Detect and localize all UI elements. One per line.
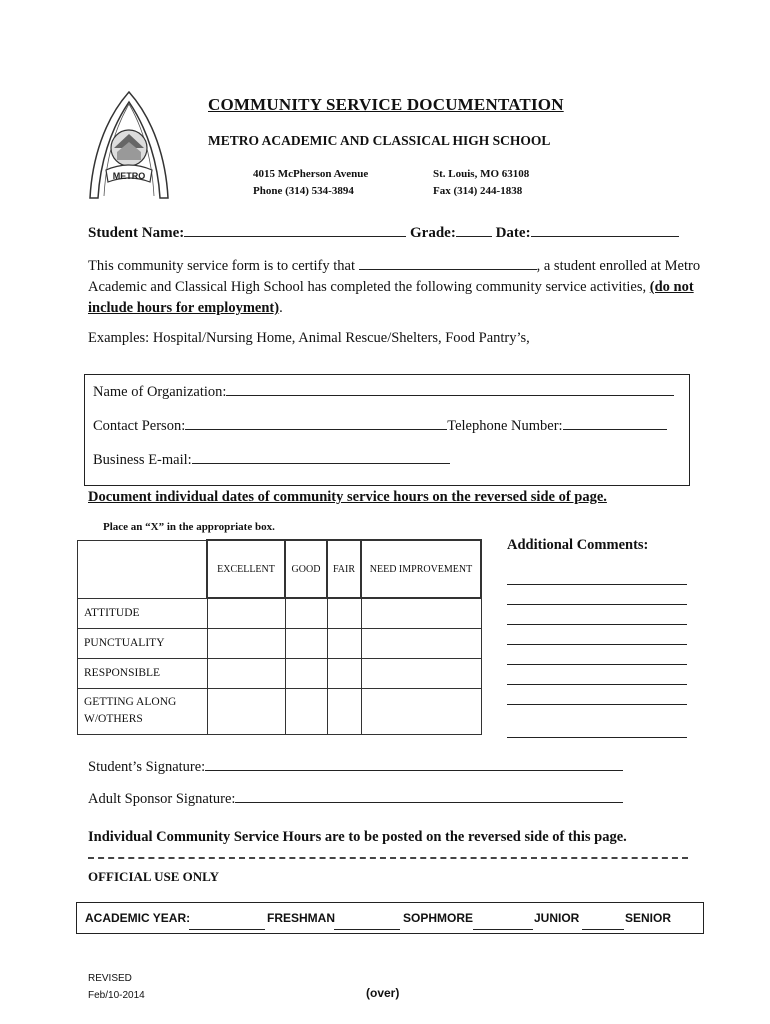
- row-punctuality: PUNCTUALITY: [78, 628, 208, 658]
- junior-field[interactable]: [582, 917, 624, 930]
- sponsor-signature-row: Adult Sponsor Signature:: [88, 790, 623, 808]
- comment-line[interactable]: [507, 604, 687, 605]
- school-logo: [84, 90, 174, 200]
- organization-name-field[interactable]: [226, 383, 674, 396]
- logo-text: METRO: [112, 171, 146, 181]
- rating-cell[interactable]: [327, 628, 361, 658]
- row-getting-along: GETTING ALONG W/OTHERS: [78, 688, 208, 734]
- date-field[interactable]: [531, 224, 679, 237]
- comment-line[interactable]: [507, 644, 687, 645]
- table-row: [78, 688, 482, 734]
- divider: [88, 857, 688, 859]
- col-good: GOOD: [285, 540, 327, 598]
- rating-cell[interactable]: [207, 628, 285, 658]
- document-note: Document individual dates of community service hours on the reversed side of page.: [88, 489, 607, 505]
- student-name-field[interactable]: [184, 224, 406, 237]
- organization-box: [84, 374, 690, 486]
- table-row: [78, 658, 482, 688]
- certify-student-field[interactable]: [359, 257, 537, 270]
- sophmore-label: SOPHMORE: [403, 911, 474, 925]
- student-signature-row: Student’s Signature:: [88, 758, 623, 776]
- rating-cell[interactable]: [361, 628, 481, 658]
- rating-cell[interactable]: [207, 688, 285, 734]
- academic-year-label: ACADEMIC YEAR:: [85, 911, 191, 925]
- revised-note: REVISED Feb/10-2014: [88, 973, 145, 1001]
- over-note: (over): [366, 986, 400, 1000]
- col-need-improvement: NEED IMPROVEMENT: [361, 540, 481, 598]
- telephone-field[interactable]: [563, 417, 667, 430]
- student-name-label: Student Name:: [88, 225, 185, 241]
- comment-line[interactable]: [507, 737, 687, 738]
- employment-note: (do not include hours for employment): [88, 279, 694, 316]
- rating-cell[interactable]: [327, 658, 361, 688]
- row-attitude: ATTITUDE: [78, 598, 208, 628]
- table-row: [78, 628, 482, 658]
- row-responsible: RESPONSIBLE: [78, 658, 208, 688]
- col-excellent: EXCELLENT: [207, 540, 285, 598]
- contact-person-field[interactable]: [185, 417, 447, 430]
- grade-label: Grade:: [410, 225, 456, 241]
- rating-cell[interactable]: [361, 658, 481, 688]
- rating-cell[interactable]: [285, 598, 327, 628]
- rating-cell[interactable]: [285, 628, 327, 658]
- col-fair: FAIR: [327, 540, 361, 598]
- examples-text: Examples: Hospital/Nursing Home, Animal Rescue/Shelters, Food Pantry’s,: [88, 330, 530, 346]
- comments-label: Additional Comments:: [507, 537, 649, 553]
- comment-line[interactable]: [507, 684, 687, 685]
- junior-label: JUNIOR: [534, 911, 580, 925]
- grade-field[interactable]: [456, 224, 492, 237]
- academic-year-field[interactable]: [189, 917, 265, 930]
- official-use-label: OFFICIAL USE ONLY: [88, 869, 219, 884]
- place-x-note: Place an “X” in the appropriate box.: [103, 521, 275, 533]
- rating-table: [77, 539, 482, 735]
- senior-label: SENIOR: [625, 911, 672, 925]
- academic-year-box: [76, 902, 704, 934]
- posted-note: Individual Community Service Hours are to be posted on the reversed side of this page.: [88, 829, 627, 845]
- rating-cell[interactable]: [327, 598, 361, 628]
- comment-line[interactable]: [507, 584, 687, 585]
- comment-line[interactable]: [507, 624, 687, 625]
- school-city: St. Louis, MO 63108 Fax (314) 244-1838: [433, 168, 530, 197]
- freshman-field[interactable]: [334, 917, 400, 930]
- table-row: [78, 598, 482, 628]
- business-email-field[interactable]: [192, 451, 450, 464]
- certification-text: This community service form is to certify that , a student enrolled at Metro Academic and Classical High School has completed the following community service activities, (do not include hours for employment).: [88, 258, 701, 316]
- rating-cell[interactable]: [207, 598, 285, 628]
- date-label: Date:: [495, 225, 531, 241]
- comment-line[interactable]: [507, 704, 687, 705]
- rating-cell[interactable]: [327, 688, 361, 734]
- contact-row: Contact Person: Telephone Number:: [93, 417, 667, 435]
- student-signature-field[interactable]: [205, 758, 623, 771]
- rating-cell[interactable]: [207, 658, 285, 688]
- email-row: Business E-mail:: [93, 451, 450, 469]
- rating-cell[interactable]: [361, 688, 481, 734]
- rating-cell[interactable]: [285, 658, 327, 688]
- sophmore-field[interactable]: [473, 917, 533, 930]
- organization-name-row: Name of Organization:: [93, 383, 674, 401]
- form-title: COMMUNITY SERVICE DOCUMENTATION: [208, 95, 564, 114]
- freshman-label: FRESHMAN: [267, 911, 335, 925]
- rating-cell[interactable]: [285, 688, 327, 734]
- school-address: 4015 McPherson Avenue Phone (314) 534-3894: [253, 168, 369, 197]
- student-info-row: [88, 224, 679, 242]
- rating-cell[interactable]: [361, 598, 481, 628]
- comment-line[interactable]: [507, 664, 687, 665]
- sponsor-signature-field[interactable]: [235, 790, 623, 803]
- school-name: METRO ACADEMIC AND CLASSICAL HIGH SCHOOL: [208, 133, 551, 148]
